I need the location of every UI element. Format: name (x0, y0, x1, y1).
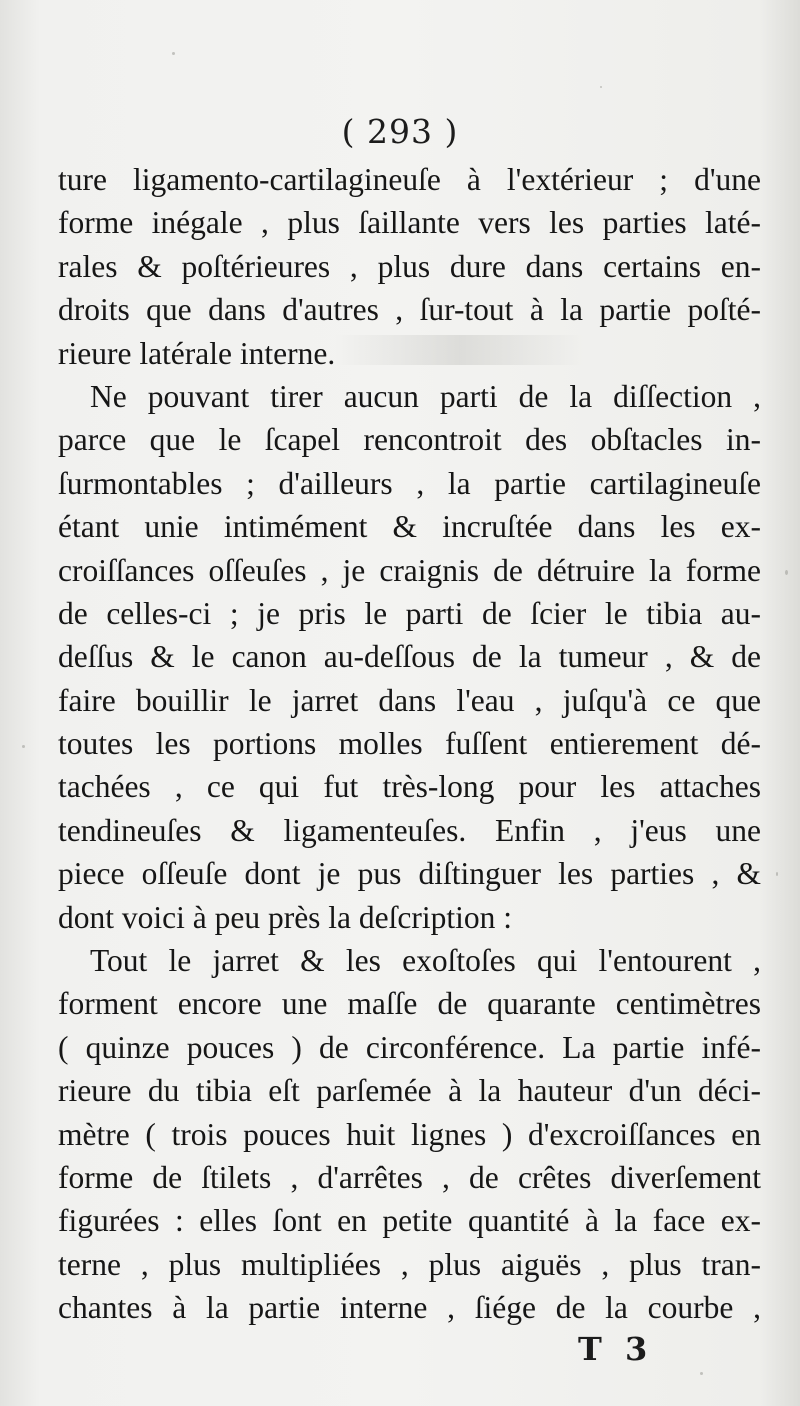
text-line: étant unie intimément & incruſtée dans les ex- (58, 509, 761, 545)
text-line: rieure du tibia eſt parſemée à la hauteur d'un déci- (58, 1073, 761, 1109)
paper-speck (785, 570, 788, 575)
text-line: figurées : elles ſont en petite quantité à la face ex- (58, 1203, 761, 1239)
text-line: ( quinze pouces ) de circonférence. La partie infé- (58, 1029, 761, 1065)
text-line: piece oſſeuſe dont je pus diſtinguer les parties , & (58, 856, 761, 892)
body-text (58, 158, 761, 1330)
paper-speck (172, 52, 175, 55)
text-line: parce que le ſcapel rencontroit des obſtacles in- (58, 422, 761, 458)
text-line: croiſſances oſſeuſes , je craignis de détruire la forme (58, 552, 761, 588)
paper-speck (600, 86, 602, 88)
text-line: droits que dans d'autres , ſur-tout à la partie poſté- (58, 292, 761, 328)
text-line: tachées , ce qui fut très-long pour les attaches (58, 769, 761, 805)
paper-speck (776, 872, 778, 876)
text-line: de celles-ci ; je pris le parti de ſcier le tibia au- (58, 595, 761, 631)
paper-speck (22, 745, 25, 748)
text-line: terne , plus multipliées , plus aiguës , plus tran- (58, 1246, 761, 1282)
text-line: ture ligamento-cartilagineuſe à l'extérieur ; d'une (58, 162, 761, 197)
text-line: forme inégale , plus ſaillante vers les parties laté- (58, 205, 761, 241)
text-line: mètre ( trois pouces huit lignes ) d'excroiſſances en (58, 1116, 761, 1152)
text-line: deſſus & le canon au-deſſous de la tumeur , & de (58, 639, 761, 675)
text-line: forment encore une maſſe de quarante centimètres (58, 986, 761, 1022)
text-line: dont voici à peu près la deſcription : (58, 899, 512, 935)
signature-mark: T 3 (578, 1330, 654, 1368)
text-line: rales & poſtérieures , plus dure dans certains en- (58, 248, 761, 284)
text-line: rieure latérale interne. (58, 335, 336, 371)
text-line: chantes à la partie interne , ſiége de la courbe , (58, 1290, 761, 1326)
text-line: toutes les portions molles fuſſent entierement dé- (58, 726, 761, 762)
text-line: faire bouillir le jarret dans l'eau , juſqu'à ce que (58, 682, 761, 718)
text-line: forme de ſtilets , d'arrêtes , de crêtes diverſement (58, 1159, 761, 1195)
page-number: ( 293 ) (341, 112, 459, 151)
text-line: ſurmontables ; d'ailleurs , la partie cartilagineuſe (58, 465, 761, 501)
text-line: tendineuſes & ligamenteuſes. Enfin , j'eus une (58, 812, 761, 848)
paragraph-start-line: Ne pouvant tirer aucun parti de la diſſection , (90, 378, 761, 414)
paragraph-start-line: Tout le jarret & les exoſtoſes qui l'entourent , (90, 943, 761, 979)
paper-speck (700, 1372, 703, 1375)
